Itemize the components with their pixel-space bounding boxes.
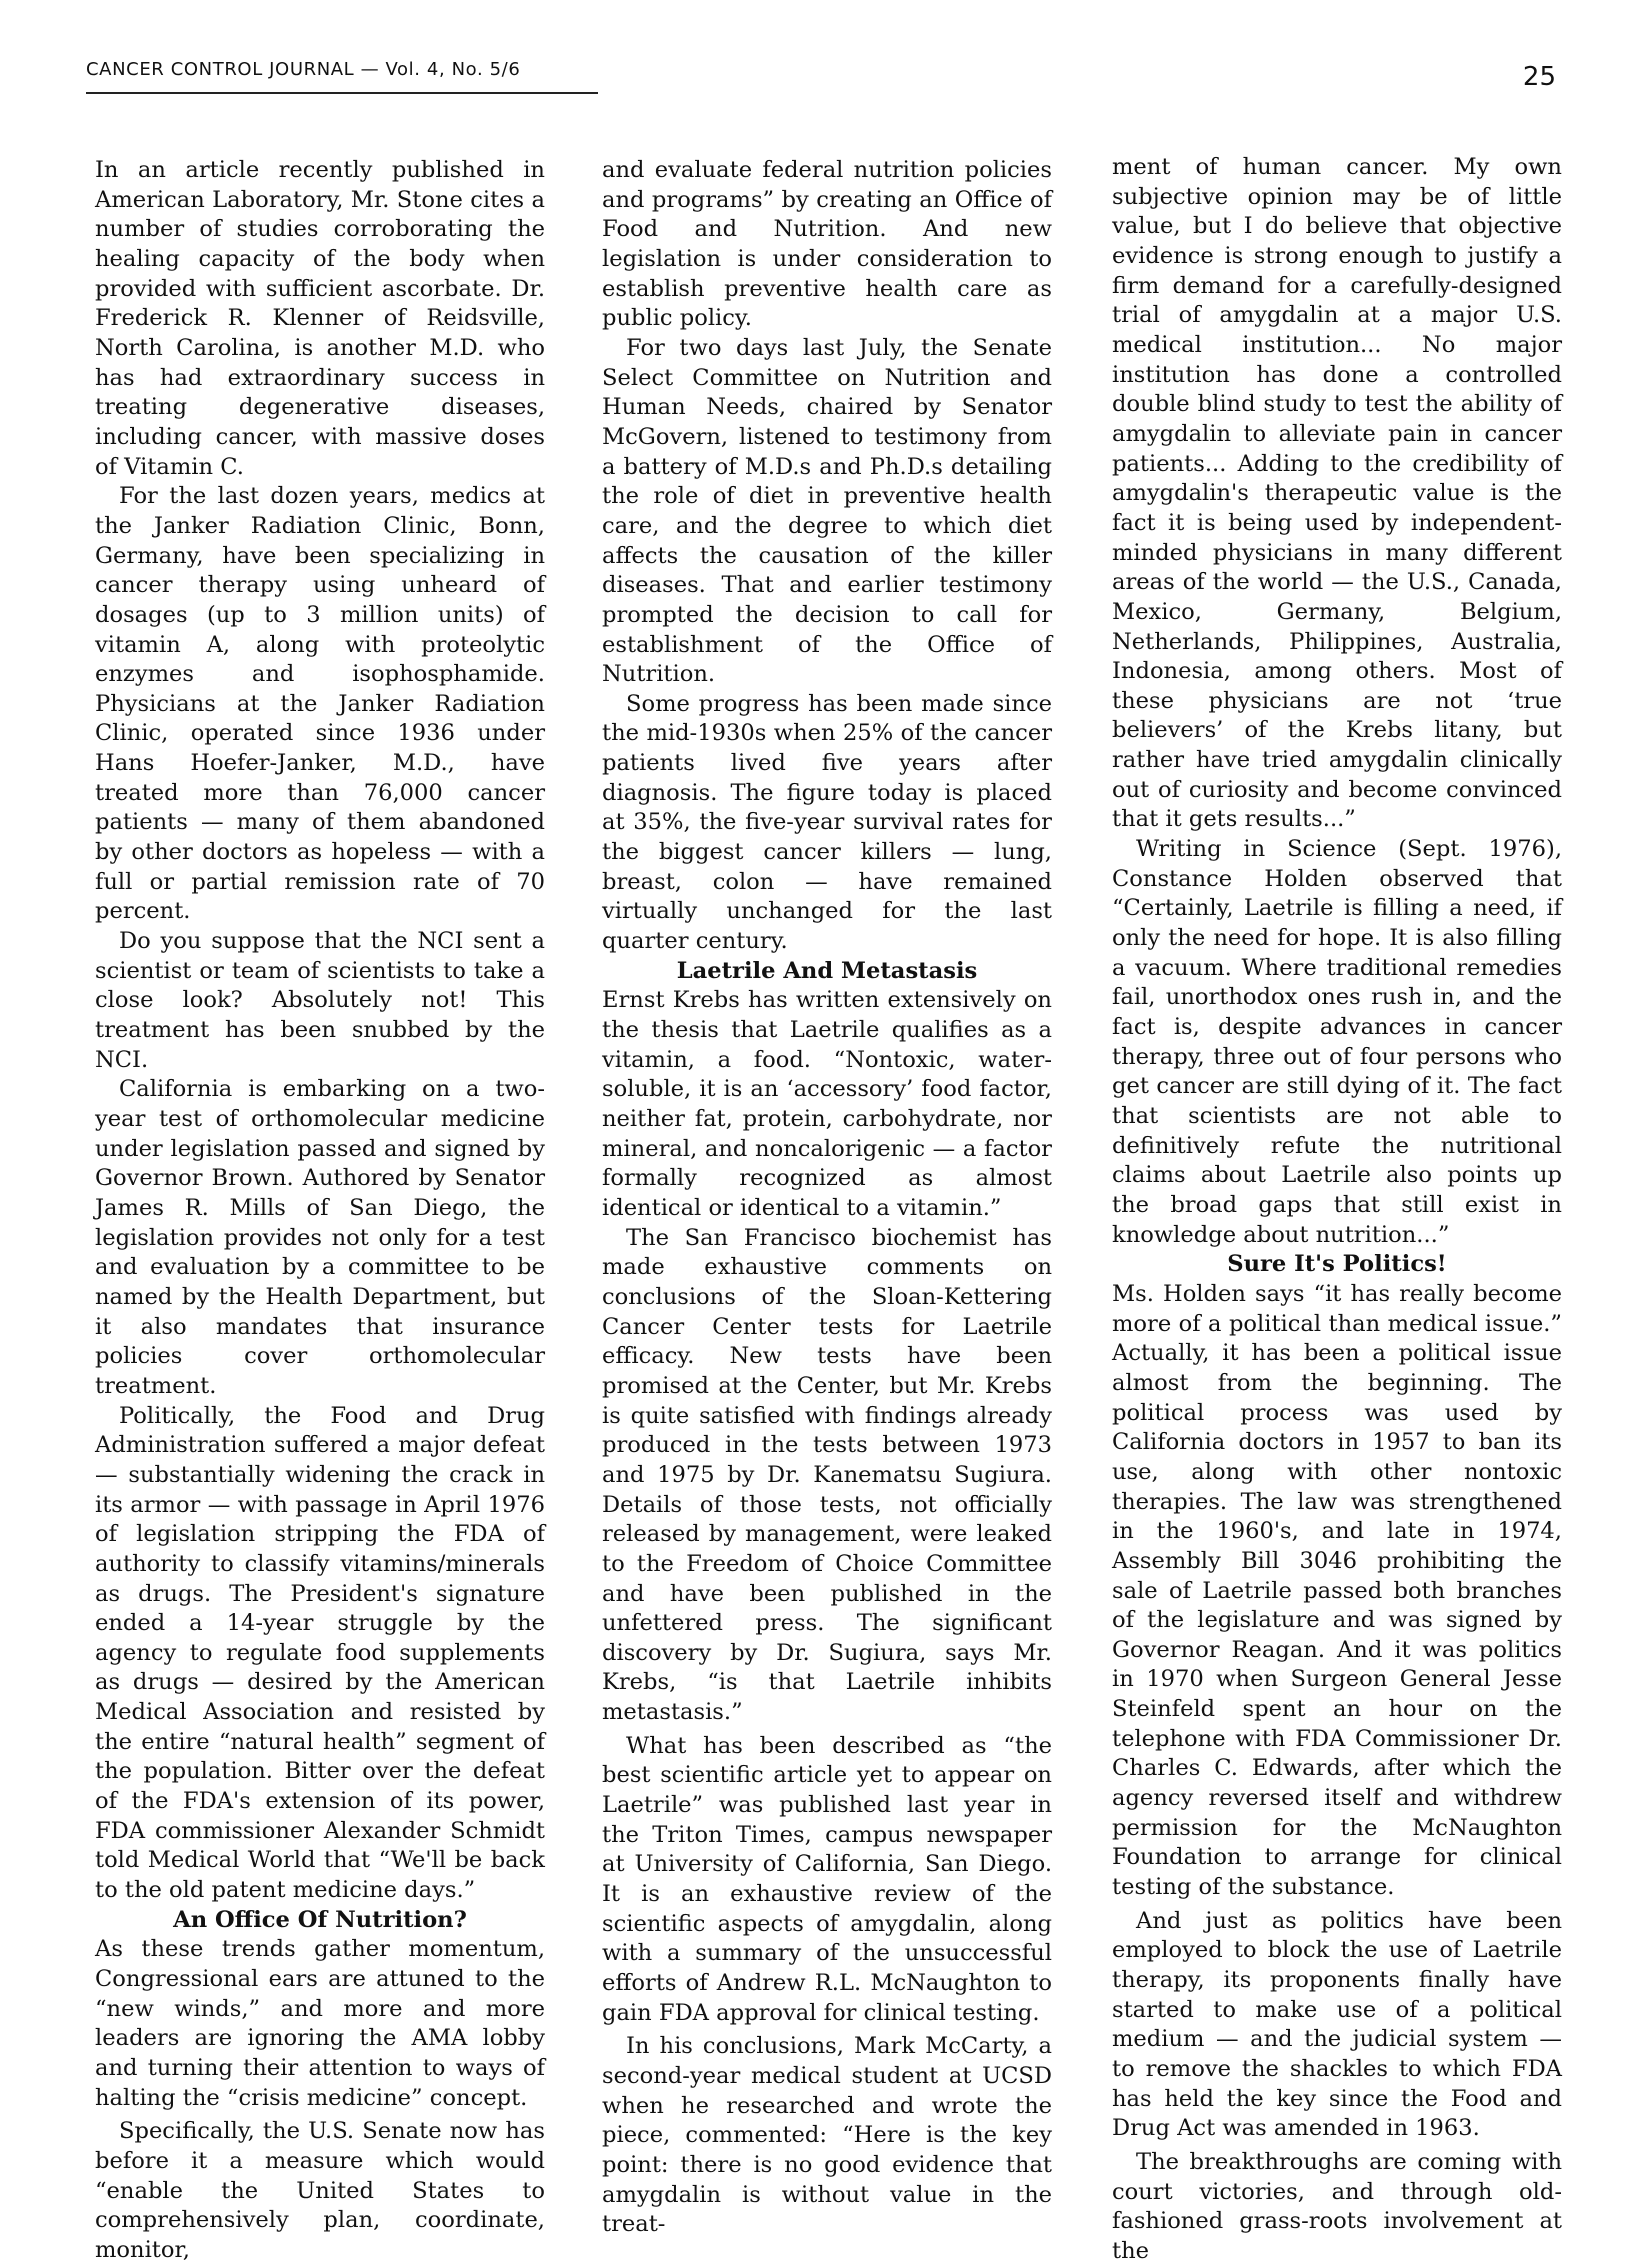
paragraph: ment of human cancer. My own subjective opinion may be of little value, but I do believe that objective evidence is strong enough to justify a firm demand for a carefully-designed trial of amygdalin at a major U.S. medical institution... No major institution has done a controlled double blind study to test the ability of amygdalin to alleviate pain in cancer patients... Adding to the credibility of amygdalin's therapeutic value is the fact it is being used by independent-minded physicians in many different areas of the world — the U.S., Canada, Mexico, Germany, Belgium, Netherlands, Philippines, Australia, Indonesia, among others. Most of these physicians are not ‘true believers’ of the Krebs litany, but rather have tried amygdalin clinically out of curiosity and become convinced that it gets results...” [1112, 154, 1562, 833]
paragraph: What has been described as “the best scientific article yet to appear on Laetrile” was published last year in the Triton Times, campus newspaper at University of California, San Diego. It is an exhaustive review of the scientific aspects of amygdalin, along with a summary of the unsuccessful efforts of Andrew R.L. McNaughton to gain FDA approval for clinical testing. [602, 1732, 1052, 2026]
paragraph: California is embarking on a two-year test of orthomolecular medicine under legislation passed and signed by Governor Brown. Authored by Senator James R. Mills of San Diego, the legislation provides not only for a test and evaluation by a committee to be named by the Health Department, but it also mandates that insurance policies cover orthomolecular treatment. [95, 1076, 545, 1399]
column-right [1112, 153, 1562, 2267]
paragraph: For two days last July, the Senate Select Committee on Nutrition and Human Needs, chaired by Senator McGovern, listened to testimony from a battery of M.D.s and Ph.D.s detailing the role of diet in preventive health care, and the degree to which diet affects the causation of the killer diseases. That and earlier testimony prompted the decision to call for establishment of the Office of Nutrition. [602, 334, 1052, 688]
paragraph: and evaluate federal nutrition policies and programs” by creating an Office of Food and Nutrition. And new legislation is under consideration to establish preventive health care as public policy. [602, 157, 1052, 332]
section-heading: An Office Of Nutrition? [173, 1906, 467, 1933]
paragraph: In an article recently published in American Laboratory, Mr. Stone cites a number of studies corroborating the healing capacity of the body when provided with sufficient ascorbate. Dr. Frederick R. Klenner of Reidsville, North Carolina, is another M.D. who has had extraordinary success in treating degenerative diseases, including cancer, with massive doses of Vitamin C. [95, 157, 545, 480]
column-middle [602, 156, 1052, 2240]
section-heading: Sure It's Politics! [1227, 1251, 1447, 1278]
paragraph: Some progress has been made since the mid-1930s when 25% of the cancer patients lived five years after diagnosis. The figure today is placed at 35%, the five-year survival rates for the biggest cancer killers — lung, breast, colon — have remained virtually unchanged for the last quarter century. [602, 690, 1052, 955]
paragraph: Do you suppose that the NCI sent a scientist or team of scientists to take a close look? Absolutely not! This treatment has been snubbed by the NCI. [95, 928, 545, 1073]
section-heading: Laetrile And Metastasis [676, 957, 978, 984]
paragraph: In his conclusions, Mark McCarty, a second-year medical student at UCSD when he researched and wrote the piece, commented: “Here is the key point: there is no good evidence that amygdalin is without value in the treat- [602, 2033, 1052, 2238]
paragraph: The San Francisco biochemist has made exhaustive comments on conclusions of the Sloan-Kettering Cancer Center tests for Laetrile efficacy. New tests have been promised at the Center, but Mr. Krebs is quite satisfied with findings already produced in the tests between 1973 and 1975 by Dr. Kanematsu Sugiura. Details of those tests, not officially released by management, were leaked to the Freedom of Choice Committee and have been published in the unfettered press. The significant discovery by Dr. Sugiura, says Mr. Krebs, “is that Laetrile inhibits metastasis.” [602, 1224, 1052, 1726]
paragraph: The breakthroughs are coming with court victories, and through old-fashioned grass-roots involvement at the [1112, 2148, 1562, 2264]
paragraph: As these trends gather momentum, Congressional ears are attuned to the “new winds,” and more and more leaders are ignoring the AMA lobby and turning their attention to ways of halting the “crisis medicine” concept. [95, 1936, 545, 2111]
paragraph: And just as politics have been employed to block the use of Laetrile therapy, its proponents finally have started to make use of a political medium — and the judicial system — to remove the shackles to which FDA has held the key since the Food and Drug Act was amended in 1963. [1112, 1907, 1562, 2142]
paragraph: Ernst Krebs has written extensively on the thesis that Laetrile qualifies as a vitamin, a food. “Nontoxic, water-soluble, it is an ‘accessory’ food factor, neither fat, protein, carbohydrate, nor mineral, and noncalorigenic — a factor formally recognized as almost identical or identical to a vitamin.” [602, 987, 1052, 1221]
page-number: 25 [1522, 62, 1556, 92]
paragraph: Specifically, the U.S. Senate now has before it a measure which would “enable the United States to comprehensively plan, coordinate, monitor, [95, 2118, 545, 2263]
paragraph: For the last dozen years, medics at the Janker Radiation Clinic, Bonn, Germany, have been specializing in cancer therapy using unheard of dosages (up to 3 million units) of vitamin A, along with proteolytic enzymes and isophosphamide. Physicians at the Janker Radiation Clinic, operated since 1936 under Hans Hoefer-Janker, M.D., have treated more than 76,000 cancer patients — many of them abandoned by other doctors as hopeless — with a full or partial remission rate of 70 percent. [95, 483, 545, 925]
running-head: CANCER CONTROL JOURNAL — Vol. 4, No. 5/6 [86, 52, 598, 94]
paragraph: Writing in Science (Sept. 1976), Constance Holden observed that “Certainly, Laetrile is filling a need, if only the need for hope. It is also filling a vacuum. Where traditional remedies fail, unorthodox ones rush in, and the fact is, despite advances in cancer therapy, three out of four persons who get cancer are still dying of it. The fact that scientists are not able to definitively refute the nutritional claims about Laetrile also points up the broad gaps that still exist in knowledge about nutrition...” [1112, 836, 1562, 1248]
column-left [95, 156, 545, 2266]
paragraph: Ms. Holden says “it has really become more of a political than medical issue.” Actually, it has been a political issue almost from the beginning. The political process was used by California doctors in 1957 to ban its use, along with other nontoxic therapies. The law was strengthened in the 1960's, and late in 1974, Assembly Bill 3046 prohibiting the sale of Laetrile passed both branches of the legislature and was signed by Governor Reagan. And it was politics in 1970 when Surgeon General Jesse Steinfeld spent an hour on the telephone with FDA Commissioner Dr. Charles C. Edwards, after which the agency reversed itself and withdrew permission for the McNaughton Foundation to arrange for clinical testing of the substance. [1112, 1280, 1562, 1901]
paragraph: Politically, the Food and Drug Administration suffered a major defeat — substantially widening the crack in its armor — with passage in April 1976 of legislation stripping the FDA of authority to classify vitamins/minerals as drugs. The President's signature ended a 14-year struggle by the agency to regulate food supplements as drugs — desired by the American Medical Association and resisted by the entire “natural health” segment of the population. Bitter over the defeat of the FDA's extension of its power, FDA commissioner Alexander Schmidt told Medical World that “We'll be back to the old patent medicine days.” [95, 1402, 545, 1904]
